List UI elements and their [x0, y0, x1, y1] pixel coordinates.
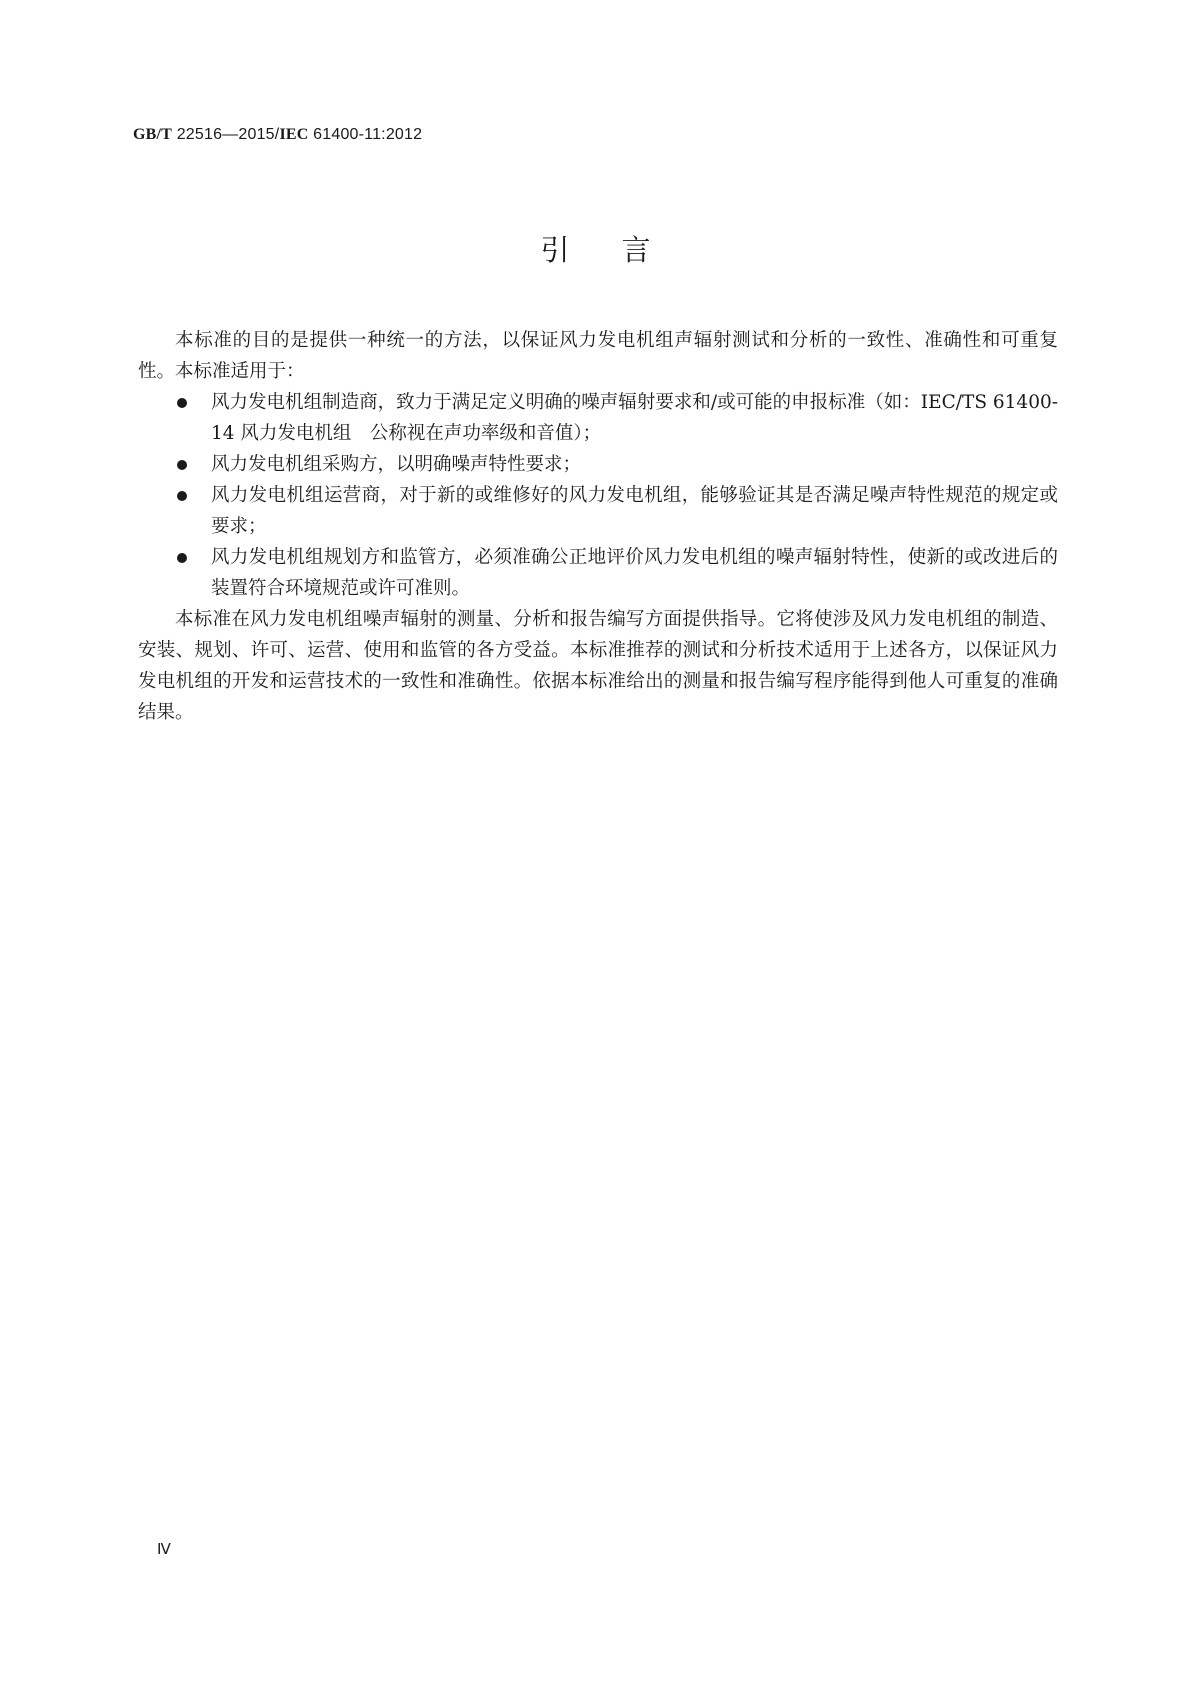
scope-bullet-list — [138, 387, 1058, 604]
bullet-dot-icon — [177, 491, 187, 501]
bullet-dot-icon — [177, 460, 187, 470]
list-item-text: 风力发电机组运营商，对于新的或维修好的风力发电机组，能够验证其是否满足噪声特性规范的规定或要求； — [211, 485, 1058, 537]
list-item — [138, 449, 1058, 480]
intro-paragraph: 本标准的目的是提供一种统一的方法，以保证风力发电机组声辐射测试和分析的一致性、准确性和可重复性。本标准适用于： — [138, 330, 1058, 382]
section-title: 引言 — [540, 233, 703, 267]
closing-paragraph: 本标准在风力发电机组噪声辐射的测量、分析和报告编写方面提供指导。它将使涉及风力发电机组的制造、安装、规划、许可、运营、使用和监管的各方受益。本标准推荐的测试和分析技术适用于上述各方，以保证风力发电机组的开发和运营技术的一致性和准确性。依据本标准给出的测量和报告编写程序能得到他人可重复的准确结果。 — [138, 609, 1058, 723]
standard-number: 22516—2015/ — [172, 126, 280, 143]
list-item — [138, 387, 1058, 449]
list-item-text: 风力发电机组采购方，以明确噪声特性要求； — [211, 454, 582, 475]
page-number: Ⅳ — [157, 1542, 171, 1558]
iec-number: 61400-11:2012 — [308, 126, 423, 143]
list-item — [138, 542, 1058, 604]
list-item-text: 风力发电机组制造商，致力于满足定义明确的噪声辐射要求和/或可能的申报标准（如：IEC/TS 61400-14 风力发电机组 公称视在声功率级和音值）； — [211, 392, 1058, 444]
iec-prefix: IEC — [279, 126, 309, 143]
bullet-dot-icon — [177, 398, 187, 408]
standard-prefix: GB/T — [133, 126, 173, 143]
document-header — [133, 126, 422, 144]
bullet-dot-icon — [177, 553, 187, 563]
main-content — [138, 325, 1058, 728]
list-item-text: 风力发电机组规划方和监管方，必须准确公正地评价风力发电机组的噪声辐射特性，使新的或改进后的装置符合环境规范或许可准则。 — [211, 547, 1058, 599]
list-item — [138, 480, 1058, 542]
